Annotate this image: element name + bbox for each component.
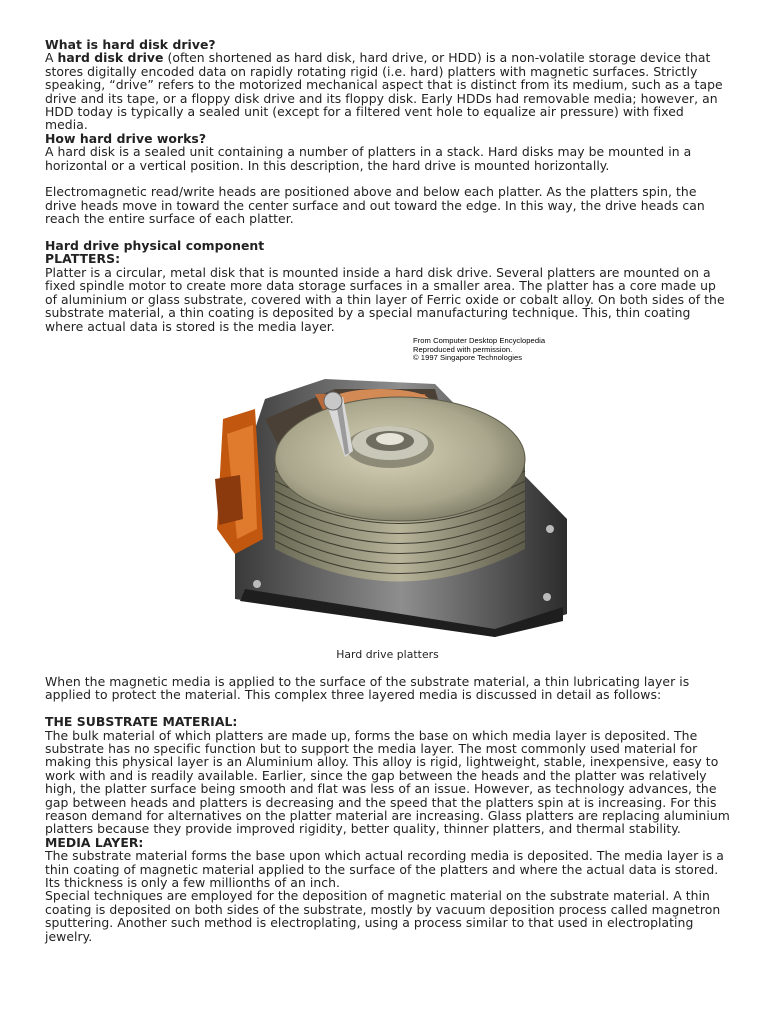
figure-caption: Hard drive platters: [336, 647, 439, 661]
credit-line: Reproduced with permission.: [413, 344, 513, 354]
spacer: [45, 172, 730, 185]
heading-media-layer: MEDIA LAYER:: [45, 834, 144, 850]
spacer: [45, 661, 730, 675]
heading-physical-component: Hard drive physical component: [45, 238, 265, 254]
spacer: [45, 226, 730, 239]
spacer: [45, 702, 730, 715]
figure-hard-drive-platters: [45, 333, 730, 649]
document-page: [45, 38, 730, 943]
text-definition: (often shortened as hard disk, hard drive, or HDD) is a non-volatile storage device that stores digitally encoded data on rapidly rotating rigid (i.e. hard) platters with magnetic surfaces. Strictly speaking, “drive” refers to the motorized mechanical aspect that is distinct from its medium, such as a tape drive and its tape, or a floppy disk drive and its floppy disk. Early HDDs had removable media; however, an HDD today is typically a sealed unit (except for a filtered vent hole to equalize air pressure) with fixed media.: [45, 50, 723, 133]
paragraph-hdd-definition: [45, 51, 730, 131]
term-hard-disk-drive: hard disk drive: [57, 50, 164, 66]
paragraph-lubricating-layer: When the magnetic media is applied to the surface of the substrate material, a thin lubricating layer is applied to protect the material. This complex three layered media is discussed in detail as follows:: [45, 673, 690, 703]
heading-platters: PLATTERS:: [45, 251, 121, 267]
hard-drive-photo: [195, 335, 575, 637]
paragraph-substrate: The bulk material of which platters are made up, forms the base on which media layer is deposited. The substrate has no specific function but to support the media layer. The most commonly used material for making this physical layer is an Aluminium alloy. This alloy is rigid, lightweight, stable, inexpensive, easy to work with and is readily available. Earlier, since the gap between the heads and the platter was relatively high, the platter surface being smooth and flat was less of an issue. However, as technology advances, the gap between heads and platters is decreasing and the speed that the platters spin at is increasing. For this reason demand for alternatives on the platter material are increasing. Glass platters are replacing aluminium platters because they provide improved rigidity, better quality, thinner platters, and thermal stability.: [45, 727, 730, 837]
credit-line: From Computer Desktop Encyclopedia: [413, 335, 546, 345]
paragraph-sealed-unit: A hard disk is a sealed unit containing a number of platters in a stack. Hard disks may be mounted in a horizontal or a vertical position. In this description, the hard drive is mounted horizontally.: [45, 144, 692, 173]
text-prefix: A: [45, 50, 58, 66]
heading-substrate-material: THE SUBSTRATE MATERIAL:: [45, 714, 238, 730]
heading-what-is-hdd: What is hard disk drive?: [45, 37, 216, 52]
paragraph-deposition: Special techniques are employed for the deposition of magnetic material on the substrate material. A thin coating is deposited on both sides of the substrate, mostly by vacuum deposition process called magnetron sputtering. Another such method is electroplating, using a process similar to that used in electroplating jewelry.: [45, 888, 721, 944]
paragraph-read-write-heads: Electromagnetic read/write heads are positioned above and below each platter. As the platters spin, the drive heads move in toward the center surface and out toward the edge. In this way, the drive heads can reach the entire surface of each platter.: [45, 184, 705, 227]
heading-how-it-works: How hard drive works?: [45, 130, 207, 146]
paragraph-media-layer: The substrate material forms the base upon which actual recording media is deposited. The media layer is a thin coating of magnetic material applied to the surface of the platters and where the actual data is stored. Its thickness is only a few millionths of an inch.: [45, 848, 724, 890]
paragraph-platters: Platter is a circular, metal disk that is mounted inside a hard disk drive. Several platters are mounted on a fixed spindle motor to create more data storage surfaces in a smaller area. The platter has a core made up of aluminium or glass substrate, covered with a thin layer of Ferric oxide or cobalt alloy. On both sides of the substrate material, a thin coating is deposited by a special manufacturing technique. This, thin coating where actual data is stored is the media layer.: [45, 264, 725, 334]
credit-line: © 1997 Singapore Technologies: [413, 353, 523, 363]
